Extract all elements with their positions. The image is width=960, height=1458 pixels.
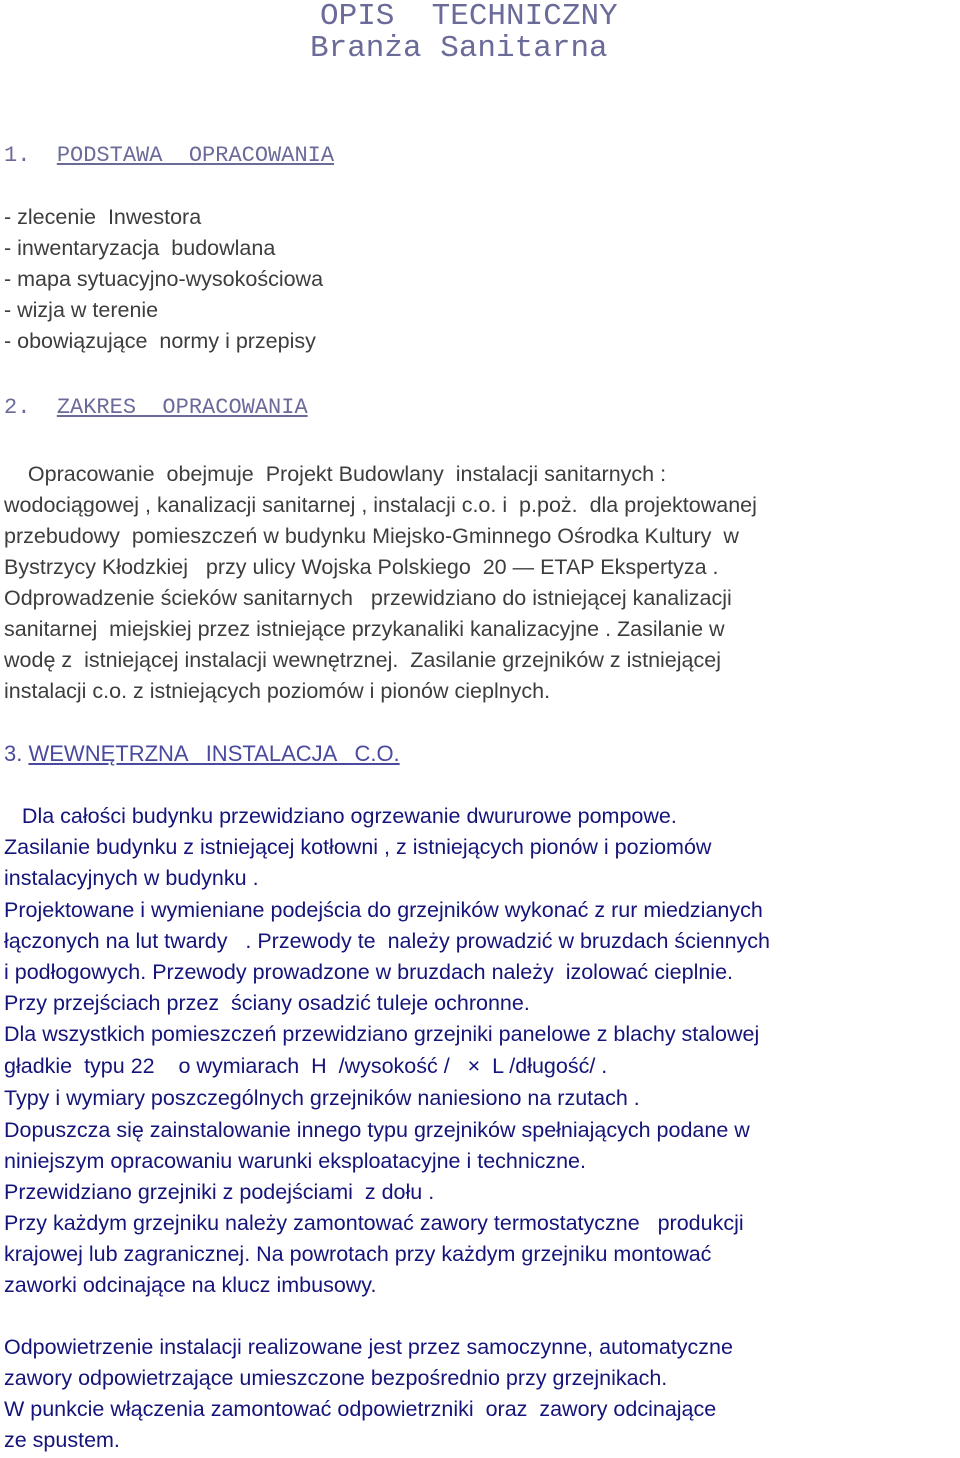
section-3-line: i podłogowych. Przewody prowadzone w bruzdach należy izolować cieplnie. [4,960,734,984]
section-1-heading [4,143,334,169]
section-3-line: Przewidziano grzejniki z podejściami z dołu . [4,1180,435,1204]
section-3-line: Przy każdym grzejniku należy zamontować zawory termostatyczne produkcji [4,1211,744,1235]
section-3-line: Dla całości budynku przewidziano ogrzewanie dwururowe pompowe. [4,804,677,828]
section-3-line: zawory odpowietrzające umieszczone bezpośrednio przy grzejnikach. [4,1366,668,1390]
section-1-item: - inwentaryzacja budowlana [4,236,276,260]
section-3-line: gładkie typu 22 o wymiarach H /wysokość / × L /długość/ . [4,1054,608,1078]
section-2-label: ZAKRES OPRACOWANIA [56,395,308,420]
section-3-line: Typy i wymiary poszczególnych grzejników naniesiono na rzutach . [4,1086,640,1110]
section-2-line: wodę z istniejącej instalacji wewnętrznej. Zasilanie grzejników z istniejącej [4,648,721,672]
section-3-line: ze spustem. [4,1428,120,1452]
section-3-heading [4,741,400,767]
section-1-item: - wizja w terenie [4,298,159,322]
section-1-item: - mapa sytuacyjno-wysokościowa [4,267,324,291]
section-1-item: - obowiązujące normy i przepisy [4,329,316,353]
section-3-number: 3. [4,741,23,766]
section-1-label: PODSTAWA OPRACOWANIA [56,143,335,168]
section-3-label: WEWNĘTRZNA INSTALACJA C.O. [28,741,400,766]
section-3-line: Dla wszystkich pomieszczeń przewidziano grzejniki panelowe z blachy stalowej [4,1022,760,1046]
section-1-item: - zlecenie Inwestora [4,205,202,229]
section-3-line: Projektowane i wymieniane podejścia do grzejników wykonać z rur miedzianych [4,898,763,922]
section-2-line: Odprowadzenie ścieków sanitarnych przewidziano do istniejącej kanalizacji [4,586,732,610]
section-2-line: instalacji c.o. z istniejących poziomów i pionów cieplnych. [4,679,551,703]
section-2-line: sanitarnej miejskiej przez istniejące przykanaliki kanalizacyjne . Zasilanie w [4,617,725,641]
section-3-line: W punkcie włączenia zamontować odpowietrzniki oraz zawory odcinające [4,1397,717,1421]
section-3-line: Dopuszcza się zainstalowanie innego typu grzejników spełniających podane w [4,1118,750,1142]
section-2-number: 2. [4,395,31,420]
section-2-line: przebudowy pomieszczeń w budynku Miejsko-Gminnego Ośrodka Kultury w [4,524,739,548]
section-2-line: Opracowanie obejmuje Projekt Budowlany instalacji sanitarnych : [4,462,667,486]
section-3-line: instalacyjnych w budynku . [4,866,259,890]
section-3-line: krajowej lub zagranicznej. Na powrotach przy każdym grzejniku montować [4,1242,712,1266]
section-2-heading [4,395,308,421]
doc-subtitle: Branża Sanitarna [310,31,608,66]
section-1-number: 1. [4,143,31,168]
section-3-line: Odpowietrzenie instalacji realizowane jest przez samoczynne, automatyczne [4,1335,733,1359]
section-3-line: łączonych na lut twardy . Przewody te należy prowadzić w bruzdach ściennych [4,929,771,953]
section-3-line: Przy przejściach przez ściany osadzić tuleje ochronne. [4,991,530,1015]
section-3-line: niniejszym opracowaniu warunki eksploatacyjne i techniczne. [4,1149,586,1173]
doc-title: OPIS TECHNICZNY [320,0,618,34]
section-2-line: wodociągowej , kanalizacji sanitarnej , instalacji c.o. i p.poż. dla projektowanej [4,493,757,517]
section-2-line: Bystrzycy Kłodzkiej przy ulicy Wojska Polskiego 20 — ETAP Ekspertyza . [4,555,719,579]
section-3-line: Zasilanie budynku z istniejącej kotłowni , z istniejących pionów i poziomów [4,835,712,859]
section-3-line: zaworki odcinające na klucz imbusowy. [4,1273,377,1297]
